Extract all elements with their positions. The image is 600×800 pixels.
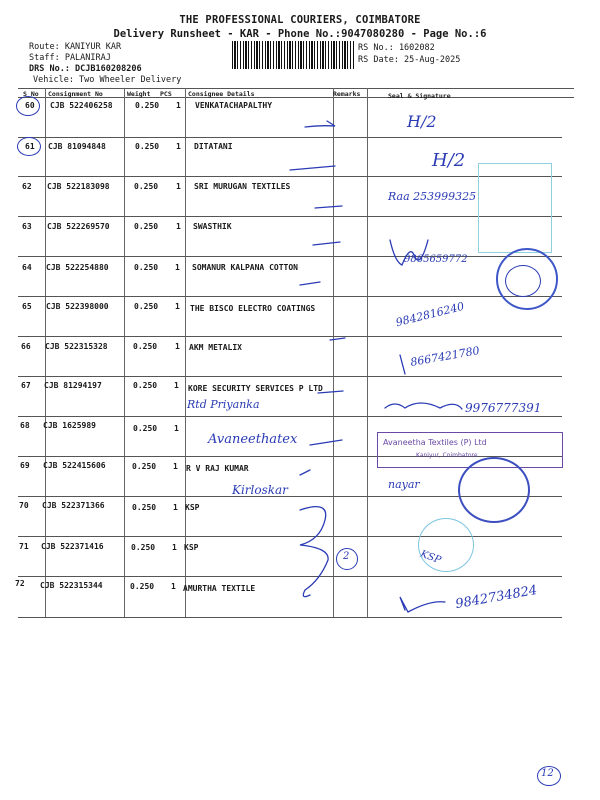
header-pcs: PCS xyxy=(160,90,172,98)
row-consignee: AKM METALIX xyxy=(189,343,242,352)
row-consignment: CJB 522315344 xyxy=(40,581,103,590)
row-consignee: AMURTHA TEXTILE xyxy=(183,584,256,593)
row-sno: 72 xyxy=(15,579,25,588)
row-consignment: CJB 1625989 xyxy=(43,421,96,430)
row-consignee: THE BISCO ELECTRO COATINGS xyxy=(190,304,316,313)
row-pcs: 1 xyxy=(176,101,181,110)
row-weight: 0.250 xyxy=(132,503,157,512)
rs-date-label: RS Date: 25-Aug-2025 xyxy=(358,55,461,65)
staff-label: Staff: PALANIRAJ xyxy=(29,53,111,63)
row-pcs: 1 xyxy=(171,582,176,591)
row-weight: 0.250 xyxy=(133,342,158,351)
handwritten-name-69: Kirloskar xyxy=(232,483,288,497)
row-sno: 64 xyxy=(22,263,32,272)
row-pcs: 1 xyxy=(172,543,177,552)
header-remarks: Remarks xyxy=(333,90,361,98)
row-consignment: CJB 81294197 xyxy=(44,381,102,390)
row-consignment: CJB 522371366 xyxy=(42,501,105,510)
faded-round-seal xyxy=(418,518,474,572)
runsheet-subtitle: Delivery Runsheet - KAR - Phone No.:9047080280 - Page No.:6 xyxy=(113,28,487,40)
stamp-company-name: Avaneetha Textiles (P) Ltd xyxy=(383,438,487,447)
row-consignment: CJB 81094848 xyxy=(48,142,106,151)
row-weight: 0.250 xyxy=(134,302,159,311)
signature-66: 8667421780 xyxy=(409,344,481,369)
row-sno: 69 xyxy=(20,461,30,470)
handwritten-name-67: Rtd Priyanka xyxy=(187,398,260,411)
header-weight: Weight xyxy=(127,90,151,98)
row-consignment: CJB 522183098 xyxy=(47,182,110,191)
handwritten-name-68: Avaneethatex xyxy=(208,432,298,447)
rs-no-label: RS No.: 1602082 xyxy=(358,43,435,53)
avaneetha-stamp xyxy=(377,432,563,468)
kirloskar-seal-round xyxy=(458,457,530,523)
seal-initials xyxy=(505,265,541,297)
row-consignment: CJB 522254880 xyxy=(46,263,109,272)
row-sno: 71 xyxy=(19,542,29,551)
row-weight: 0.250 xyxy=(133,424,158,433)
stamp-company-address: Kaniyur, Coimbatore xyxy=(416,452,478,459)
row-pcs: 1 xyxy=(176,142,181,151)
header-sno: S No xyxy=(23,90,39,98)
row-weight: 0.250 xyxy=(134,263,159,272)
handwritten-page-number: 12 xyxy=(541,768,554,779)
row-sno: 70 xyxy=(19,501,29,510)
row-consignee: DITATANI xyxy=(194,142,233,151)
row-sno: 60 xyxy=(25,101,35,110)
row-pcs: 1 xyxy=(176,222,181,231)
row-sno: 63 xyxy=(22,222,32,231)
row-consignee: VENKATACHAPALTHY xyxy=(195,101,273,110)
row-consignee: KSP xyxy=(184,543,199,552)
row-pcs: 1 xyxy=(174,424,179,433)
row-sno: 61 xyxy=(25,142,35,151)
row-weight: 0.250 xyxy=(134,182,159,191)
row-weight: 0.250 xyxy=(133,381,158,390)
row-weight: 0.250 xyxy=(131,543,156,552)
row-consignee: SRI MURUGAN TEXTILES xyxy=(194,182,291,191)
route-label: Route: KANIYUR KAR xyxy=(29,42,122,52)
row-consignment: CJB 522315328 xyxy=(45,342,108,351)
signature-69: nayar xyxy=(388,478,420,491)
row-weight: 0.250 xyxy=(134,222,159,231)
row-weight: 0.250 xyxy=(135,101,160,110)
row-weight: 0.250 xyxy=(130,582,155,591)
row-consignment: CJB 522371416 xyxy=(41,542,104,551)
row-sno: 62 xyxy=(22,182,32,191)
row-pcs: 1 xyxy=(174,381,179,390)
row-sno: 65 xyxy=(22,302,32,311)
signature-65: 9842816240 xyxy=(394,299,466,330)
signature-61: H/2 xyxy=(432,150,466,171)
runsheet-title: THE PROFESSIONAL COURIERS, COIMBATORE xyxy=(179,14,421,26)
row-consignment: CJB 522415606 xyxy=(43,461,106,470)
header-consignment: Consignment No xyxy=(48,90,103,98)
row-consignment: CJB 522398000 xyxy=(46,302,109,311)
header-consignee: Consignee Details xyxy=(188,90,255,98)
row-consignment: CJB 522269570 xyxy=(47,222,110,231)
row-weight: 0.250 xyxy=(135,142,160,151)
row-consignee: SOMANUR KALPANA COTTON xyxy=(192,263,298,272)
row-pcs: 1 xyxy=(173,462,178,471)
signature-62: Raa 253999325 xyxy=(388,190,477,203)
company-stamp-square xyxy=(478,163,552,253)
row-sno: 67 xyxy=(21,381,31,390)
row-pcs: 1 xyxy=(176,182,181,191)
row-pcs: 1 xyxy=(175,302,180,311)
row-consignment: CJB 522406258 xyxy=(50,101,113,110)
row-sno: 66 xyxy=(21,342,31,351)
phone-72: 9842734824 xyxy=(454,582,539,613)
row-pcs: 1 xyxy=(175,263,180,272)
row-sno: 68 xyxy=(20,421,30,430)
row-consignee: KSP xyxy=(185,503,200,512)
vehicle-label: Vehicle: Two Wheeler Delivery xyxy=(33,75,182,85)
phone-67: 9976777391 xyxy=(465,401,542,415)
circled-number-70: 2 xyxy=(343,551,350,562)
phone-64: 9865659772 xyxy=(404,254,468,265)
row-weight: 0.250 xyxy=(132,462,157,471)
row-consignee: SWASTHIK xyxy=(193,222,232,231)
row-pcs: 1 xyxy=(175,342,180,351)
row-consignee: R V RAJ KUMAR xyxy=(186,464,249,473)
drs-label: DRS No.: DCJB160208206 xyxy=(29,64,142,74)
header-seal: Seal & Signature xyxy=(388,92,451,100)
signature-71: KSP xyxy=(418,548,443,567)
signature-60: H/2 xyxy=(407,112,437,131)
row-pcs: 1 xyxy=(173,503,178,512)
row-consignee: KORE SECURITY SERVICES P LTD xyxy=(188,384,323,393)
